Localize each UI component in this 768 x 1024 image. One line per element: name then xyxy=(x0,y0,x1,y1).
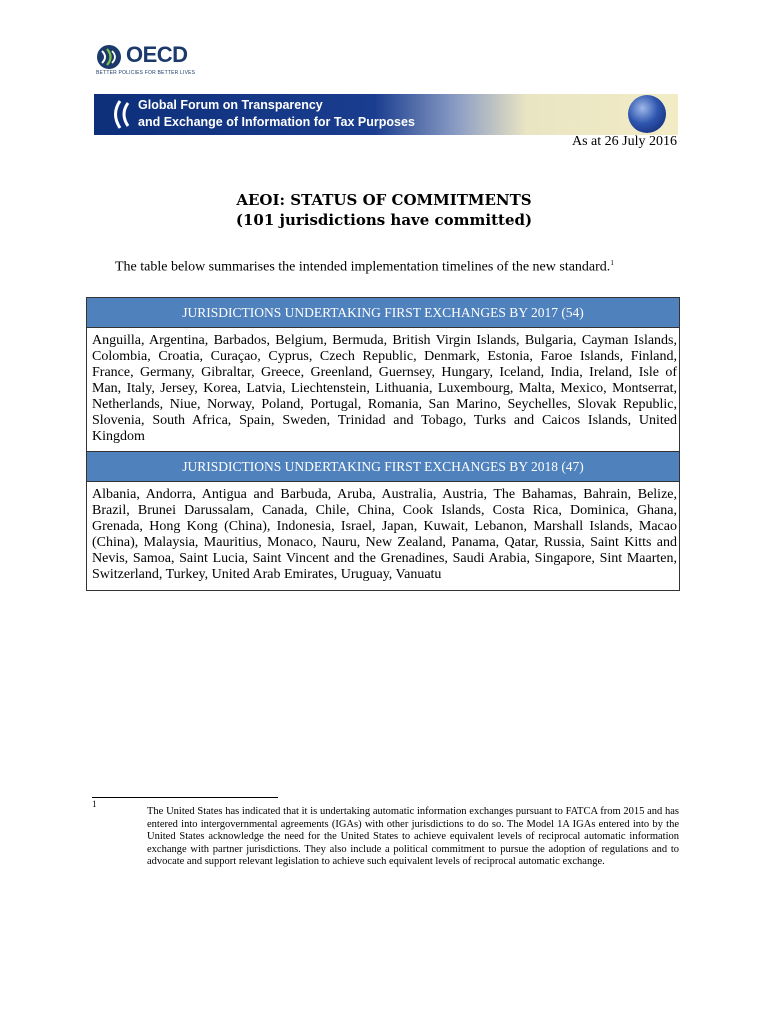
globe-icon xyxy=(628,95,666,133)
footnote-separator xyxy=(92,797,278,798)
jurisdictions-2018: Albania, Andorra, Antigua and Barbuda, Aruba, Australia, Austria, The Bahamas, Bahrain, Belize, Brazil, Brunei Darussalam, Canada, Chile, China, Cook Islands, Costa Rica, Dominica, Ghana, Grenada, Hong Kong (China), Indonesia, Israel, Japan, Kuwait, Lebanon, Marshall Islands, Macao (China), Malaysia, Mauritius, Monaco, Nauru, New Zealand, Panama, Qatar, Russia, Saint Kitts and Nevis, Samoa, Saint Lucia, Saint Vincent and the Grenadines, Saudi Arabia, Singapore, Sint Maarten, Switzerland, Turkey, United Arab Emirates, Uruguay, Vanuatu xyxy=(92,487,677,582)
oecd-logo-icon xyxy=(96,44,122,70)
oecd-logo xyxy=(96,44,216,84)
global-forum-banner xyxy=(94,94,678,135)
table-header-2018: JURISDICTIONS UNDERTAKING FIRST EXCHANGES BY 2018 (47) xyxy=(87,452,679,482)
global-forum-icon xyxy=(108,98,132,131)
footnote-ref: 1 xyxy=(610,259,614,267)
banner-title-line1: Global Forum on Transparency xyxy=(138,98,323,112)
table-header-2017: JURISDICTIONS UNDERTAKING FIRST EXCHANGES BY 2017 (54) xyxy=(87,298,679,328)
oecd-logo-tagline: BETTER POLICIES FOR BETTER LIVES xyxy=(96,70,196,76)
banner-title-line2: and Exchange of Information for Tax Purposes xyxy=(138,115,415,129)
intro-text: The table below summarises the intended implementation timelines of the new standard. xyxy=(115,259,611,275)
document-subtitle: (101 jurisdictions have committed) xyxy=(235,211,533,229)
document-title: AEOI: STATUS OF COMMITMENTS xyxy=(236,191,532,209)
intro-paragraph xyxy=(115,259,614,276)
oecd-logo-name: OECD xyxy=(126,42,188,67)
document-date: As at 26 July 2016 xyxy=(572,134,677,149)
footnote-number: 1 xyxy=(92,799,97,809)
footnote-text: The United States has indicated that it is undertaking automatic information exchanges pursuant to FATCA from 2015 and has entered into intergovernmental agreements (IGAs) with other jurisdictions to do so. The Model 1A IGAs entered into by the United States acknowledge the need for the United States to achieve equivalent levels of reciprocal automatic information exchange with partner jurisdictions. They also include a political commitment to pursue the adoption of regulations and to advocate and support relevant legislation to achieve such equivalent levels of reciprocal automatic exchange. xyxy=(147,806,679,867)
commitments-table xyxy=(86,297,680,591)
jurisdictions-2017: Anguilla, Argentina, Barbados, Belgium, Bermuda, British Virgin Islands, Bulgaria, Cayman Islands, Colombia, Croatia, Curaçao, Cyprus, Czech Republic, Denmark, Estonia, Faroe Islands, Finland, France, Germany, Gibraltar, Greece, Greenland, Guernsey, Hungary, Iceland, India, Ireland, Isle of Man, Italy, Jersey, Korea, Latvia, Liechtenstein, Lithuania, Luxembourg, Malta, Mexico, Montserrat, Netherlands, Niue, Norway, Poland, Portugal, Romania, San Marino, Seychelles, Slovak Republic, Slovenia, South Africa, Spain, Sweden, Trinidad and Tobago, Turks and Caicos Islands, United Kingdom xyxy=(87,328,679,452)
